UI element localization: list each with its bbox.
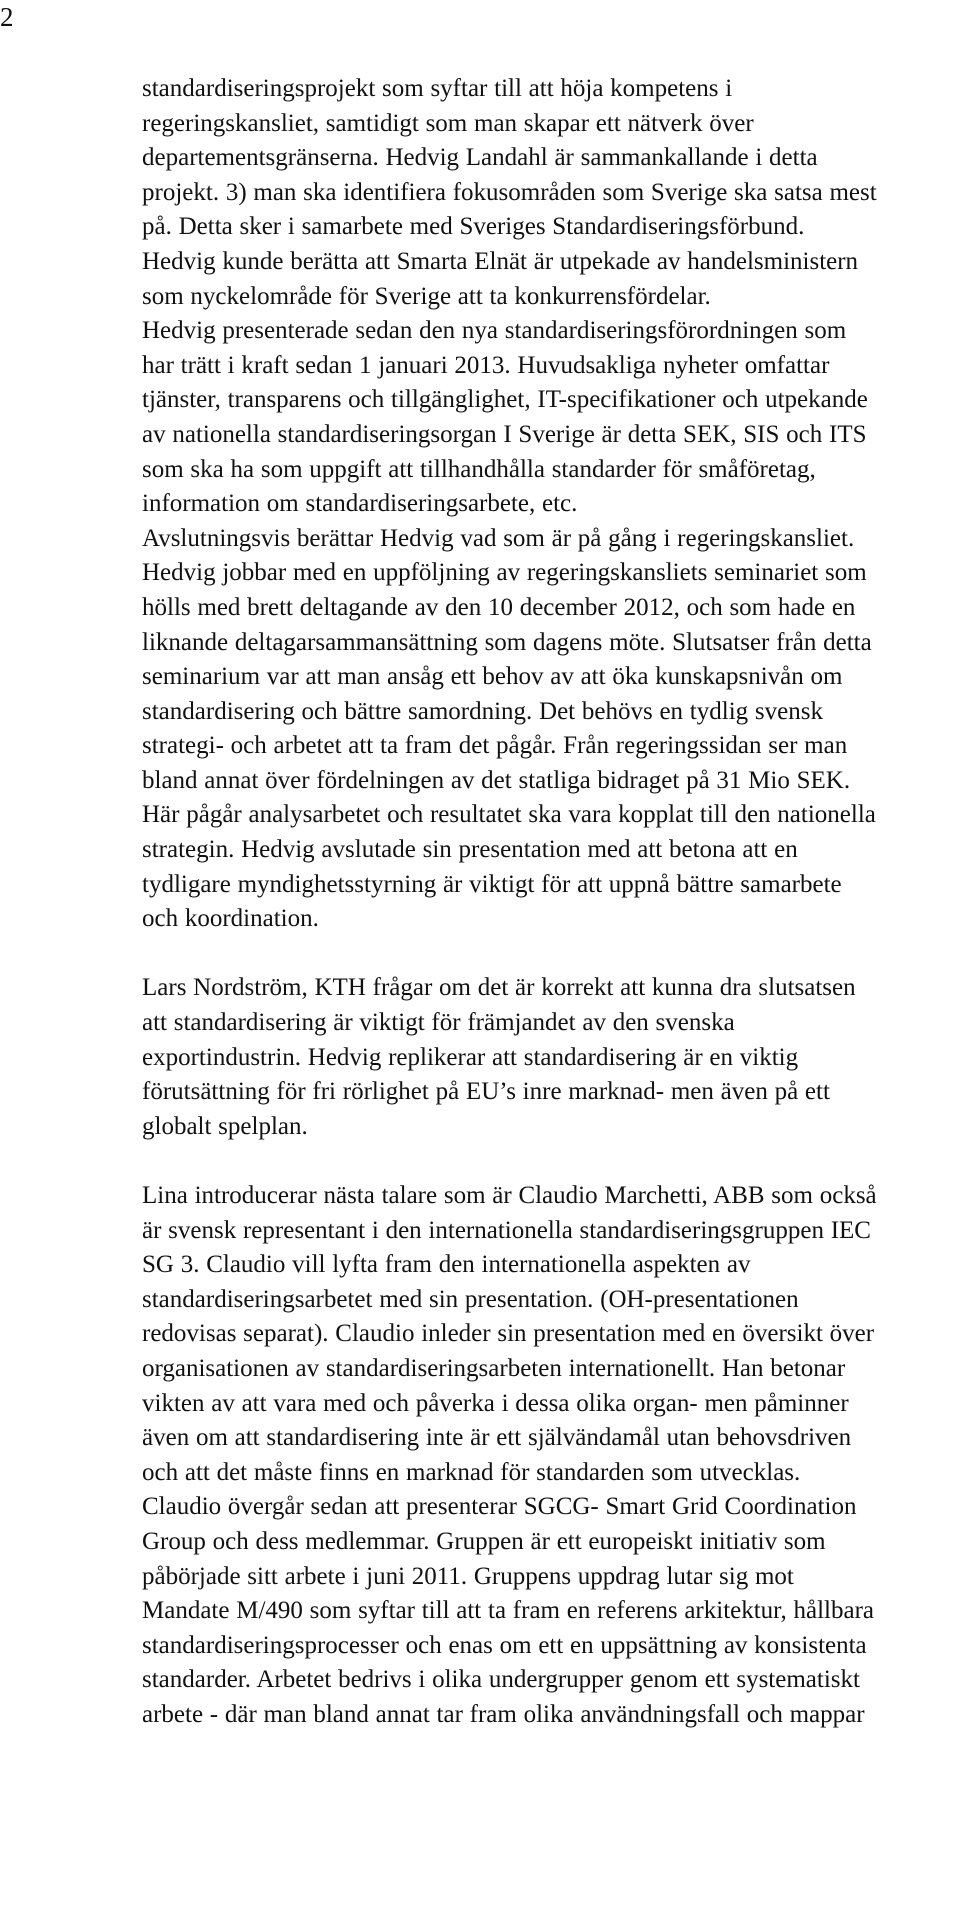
text-line: standardiseringsarbetet med sin presentation. (OH-presentationen (142, 1285, 799, 1313)
paragraph (142, 72, 942, 937)
text-line: redovisas separat). Claudio inleder sin presentation med en översikt över (142, 1320, 875, 1348)
text-line: förutsättning för fri rörlighet på EU’s inre marknad- men även på ett (142, 1078, 830, 1106)
text-line: arbete - där man bland annat tar fram olika användningsfall och mappar (142, 1700, 865, 1728)
text-line: tydligare myndighetsstyrning är viktigt för att uppnå bättre samarbete (142, 870, 842, 898)
text-line: hölls med brett deltagande av den 10 december 2012, och som hade en (142, 593, 856, 621)
text-line: strategin. Hedvig avslutade sin presentation med att betona att en (142, 836, 798, 864)
text-line: Här pågår analysarbetet och resultatet ska vara kopplat till den nationella (142, 801, 876, 829)
text-line: strategi- och arbetet att ta fram det pågår. Från regeringssidan ser man (142, 732, 848, 760)
text-line: Mandate M/490 som syftar till att ta fram en referens arkitektur, hållbara (142, 1597, 875, 1625)
text-line: Claudio övergår sedan att presenterar SGCG- Smart Grid Coordination (142, 1493, 857, 1521)
text-line: Group och dess medlemmar. Gruppen är ett europeiskt initiativ som (142, 1527, 826, 1555)
page-number: 2 (0, 2, 14, 32)
text-line: organisationen av standardiseringsarbeten internationellt. Han betonar (142, 1354, 846, 1382)
text-line: vikten av att vara med och påverka i dessa olika organ- men påminner (142, 1389, 849, 1417)
text-line: Hedvig jobbar med en uppföljning av regeringskansliets seminariet som (142, 559, 867, 587)
paragraph (142, 1179, 942, 1733)
text-line: Avslutningsvis berättar Hedvig vad som är på gång i regeringskansliet. (142, 524, 855, 552)
text-line: bland annat över fördelningen av det statliga bidraget på 31 Mio SEK. (142, 766, 851, 794)
paragraph (142, 971, 942, 1144)
text-line: Lina introducerar nästa talare som är Claudio Marchetti, ABB som också (142, 1182, 877, 1209)
text-line: Hedvig presenterade sedan den nya standardiseringsförordningen som (142, 317, 847, 345)
text-line: standardiseringsprocesser och enas om ett en uppsättning av konsistenta (142, 1631, 867, 1659)
text-line: är svensk representant i den internationella standardiseringsgruppen IEC (142, 1216, 871, 1244)
text-line: har trätt i kraft sedan 1 januari 2013. Huvudsakliga nyheter omfattar (142, 351, 830, 379)
text-line: globalt spelplan. (142, 1112, 308, 1140)
text-line: standardisering och bättre samordning. Det behövs en tydlig svensk (142, 697, 823, 725)
text-line: information om standardiseringsarbete, etc. (142, 490, 578, 518)
text-line: seminarium var att man ansåg ett behov av att öka kunskapsnivån om (142, 663, 843, 691)
text-line: på. Detta sker i samarbete med Sveriges Standardiseringsförbund. (142, 213, 805, 241)
document-body (142, 72, 942, 1733)
text-line: standardiseringsprojekt som syftar till att höja kompetens i (142, 75, 733, 102)
text-line: att standardisering är viktigt för främjandet av den svenska (142, 1009, 735, 1037)
text-line: departementsgränserna. Hedvig Landahl är sammankallande i detta (142, 144, 818, 172)
text-line: som ska ha som uppgift att tillhandhålla standarder för småföretag, (142, 455, 816, 483)
text-line: liknande deltagarsammansättning som dagens möte. Slutsatser från detta (142, 628, 872, 656)
text-line: som nyckelområde för Sverige att ta konkurrensfördelar. (142, 282, 711, 310)
text-line: regeringskansliet, samtidigt som man skapar ett nätverk över (142, 109, 754, 137)
text-line: av nationella standardiseringsorgan I Sverige är detta SEK, SIS och ITS (142, 420, 867, 448)
text-line: påbörjade sitt arbete i juni 2011. Gruppens uppdrag lutar sig mot (142, 1562, 794, 1590)
text-line: även om att standardisering inte är ett självändamål utan behovsdriven (142, 1424, 852, 1452)
text-line: och koordination. (142, 905, 319, 933)
text-line: tjänster, transparens och tillgänglighet, IT-specifikationer och utpekande (142, 386, 868, 414)
text-line: standarder. Arbetet bedrivs i olika undergrupper genom ett systematiskt (142, 1666, 860, 1694)
text-line: exportindustrin. Hedvig replikerar att standardisering är en viktig (142, 1043, 799, 1071)
text-line: Hedvig kunde berätta att Smarta Elnät är utpekade av handelsministern (142, 247, 859, 275)
text-line: Lars Nordström, KTH frågar om det är korrekt att kunna dra slutsatsen (142, 974, 856, 1002)
text-line: projekt. 3) man ska identifiera fokusområden som Sverige ska satsa mest (142, 178, 877, 206)
text-line: och att det måste finns en marknad för standarden som utvecklas. (142, 1458, 801, 1486)
text-line: SG 3. Claudio vill lyfta fram den internationella aspekten av (142, 1251, 751, 1279)
